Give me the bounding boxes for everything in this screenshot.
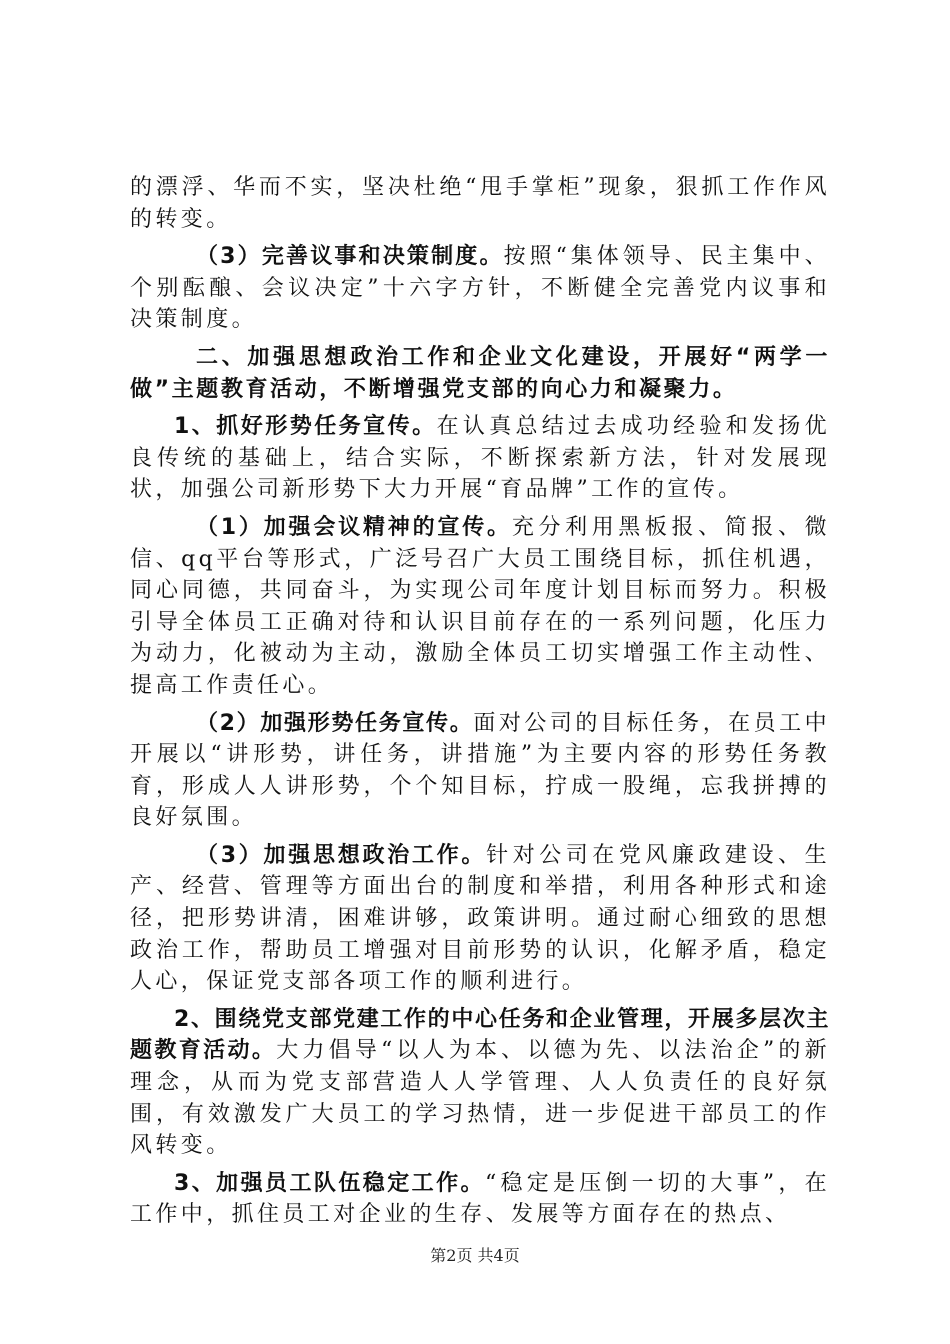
paragraph-situation-publicity — [130, 411, 830, 506]
section-heading-text: 二、加强思想政治工作和企业文化建设，开展好“两学一做”主题教育活动，不断增强党支部的向心力和凝聚力。 — [130, 344, 830, 402]
paragraph-text: 针对公司在党风廉政建设、生产、经营、管理等方面出台的制度和举措，利用各种形式和途径，把形势讲清，困难讲够，政策讲明。通过耐心细致的思想政治工作，帮助员工增强对目前形势的认识，化解矛盾，稳定人心，保证党支部各项工作的顺利进行。 — [130, 842, 830, 995]
paragraph-lead: （3）加强思想政治工作。 — [196, 842, 487, 868]
paragraph-text: 在认真总结过去成功经验和发扬优良传统的基础上，结合实际，不断探索新方法，针对发展现状，加强公司新形势下大力开展“育品牌”工作的宣传。 — [130, 414, 830, 503]
paragraph-lead: 2、围绕党支部党建工作的中心任务和企业管理，开展多层次主题教育活动。 — [130, 1006, 830, 1064]
paragraph-text: 充分利用黑板报、简报、微信、qq平台等形式，广泛号召广大员工围绕目标，抓住机遇，同心同德，共同奋斗，为实现公司年度计划目标而努力。积极引导全体员工正确对待和认识目前存在的一系列问题，化压力为动力，化被动为主动，激励全体员工切实增强工作主动性、提高工作责任心。 — [130, 514, 830, 698]
paragraph-task-publicity — [130, 708, 830, 834]
paragraph-lead: （3）完善议事和决策制度。 — [196, 244, 504, 270]
paragraph-lead: （2）加强形势任务宣传。 — [196, 710, 474, 736]
paragraph-text: 的漂浮、华而不实，坚决杜绝“甩手掌柜”现象，狠抓工作作风的转变。 — [130, 175, 830, 232]
paragraph-staff-stability — [130, 1168, 830, 1231]
paragraph-political-work — [130, 840, 830, 998]
page-footer — [0, 1243, 950, 1266]
paragraph-lead: 1、抓好形势任务宣传。 — [174, 414, 437, 440]
paragraph-continuation — [130, 172, 830, 235]
paragraph-lead: （1）加强会议精神的宣传。 — [196, 514, 512, 540]
paragraph-decision-system — [130, 241, 830, 336]
paragraph-theme-education — [130, 1004, 830, 1162]
document-body — [130, 172, 830, 1231]
paragraph-lead: 3、加强员工队伍稳定工作。 — [174, 1170, 485, 1196]
paragraph-text: 按照“集体领导、民主集中、个别酝酿、会议决定”十六字方针，不断健全完善党内议事和决策制度。 — [130, 244, 831, 333]
page-number: 第2页 共4页 — [430, 1246, 520, 1265]
paragraph-text: 面对公司的目标任务，在员工中开展以“讲形势，讲任务，讲措施”为主要内容的形势任务教育，形成人人讲形势，个个知目标，拧成一股绳，忘我拼搏的良好氛围。 — [130, 710, 830, 831]
section-heading-two — [130, 342, 830, 405]
paragraph-text: “稳定是压倒一切的大事”，在工作中，抓住员工对企业的生存、发展等方面存在的热点、 — [130, 1170, 830, 1228]
paragraph-meeting-spirit — [130, 512, 830, 702]
paragraph-text: 大力倡导“以人为本、以德为先、以法治企”的新理念，从而为党支部营造人人学管理、人人负责任的良好氛围，有效激发广大员工的学习热情，进一步促进干部员工的作风转变。 — [130, 1038, 830, 1159]
